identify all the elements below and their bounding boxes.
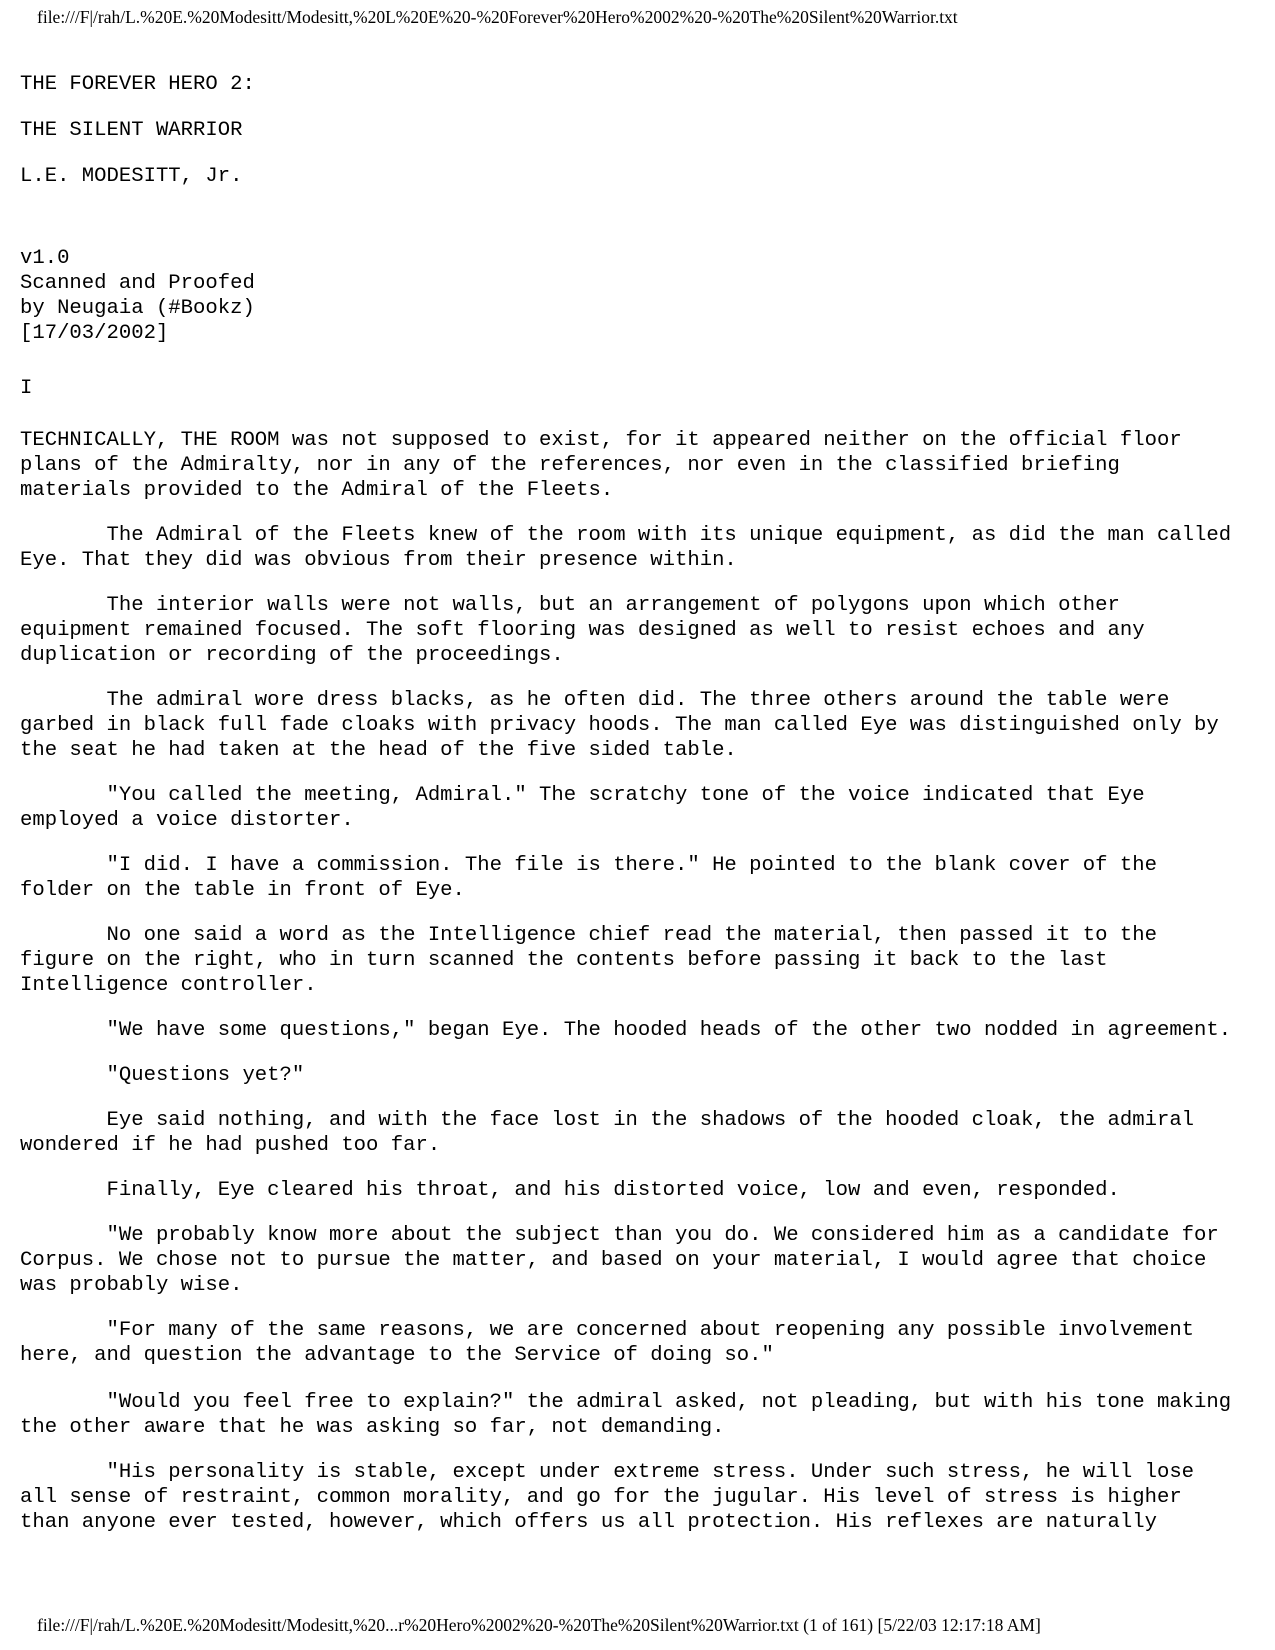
- paragraph-line: employed a voice distorter.: [20, 809, 354, 832]
- scan-version: v1.0: [20, 247, 70, 270]
- paragraph: [20, 1223, 1260, 1298]
- paragraph: [20, 1178, 1260, 1203]
- scan-credit-line-1: Scanned and Proofed: [20, 272, 255, 295]
- paragraph-line: Finally, Eye cleared his throat, and his distorted voice, low and even, responded.: [20, 1179, 1120, 1202]
- paragraph-line: No one said a word as the Intelligence chief read the material, then passed it to the: [20, 924, 1157, 947]
- paragraph-line: TECHNICALLY, THE ROOM was not supposed to exist, for it appeared neither on the official floor: [20, 429, 1182, 452]
- paragraph-line: than anyone ever tested, however, which offers us all protection. His reflexes are naturally: [20, 1511, 1157, 1534]
- paragraph-line: "We have some questions," began Eye. The hooded heads of the other two nodded in agreement.: [20, 1019, 1232, 1042]
- paragraph-line: all sense of restraint, common morality, and go for the jugular. His level of stress is higher: [20, 1486, 1182, 1509]
- paragraph-line: the seat he had taken at the head of the five sided table.: [20, 739, 737, 762]
- paragraph-line: plans of the Admiralty, nor in any of the references, nor even in the classified briefing: [20, 454, 1120, 477]
- paragraph-line: "I did. I have a commission. The file is there." He pointed to the blank cover of the: [20, 854, 1157, 877]
- paragraph-line: the other aware that he was asking so far, not demanding.: [20, 1416, 725, 1439]
- paragraph: [20, 688, 1260, 763]
- paragraph: [20, 853, 1260, 903]
- paragraph-line: "We probably know more about the subject than you do. We considered him as a candidate for: [20, 1224, 1219, 1247]
- author-name: L.E. MODESITT, Jr.: [20, 165, 243, 188]
- paragraph-line: materials provided to the Admiral of the Fleets.: [20, 479, 614, 502]
- paragraph-line: garbed in black full fade cloaks with privacy hoods. The man called Eye was distinguished only by: [20, 714, 1219, 737]
- paragraph-line: "For many of the same reasons, we are concerned about reopening any possible involvement: [20, 1319, 1195, 1342]
- scan-credit-line-2: by Neugaia (#Bookz): [20, 297, 255, 320]
- paragraph: [20, 1018, 1260, 1043]
- paragraph: [20, 1390, 1260, 1440]
- scan-date: [17/03/2002]: [20, 322, 169, 345]
- chapter-number: I: [20, 377, 33, 400]
- page-footer-url: file:///F|/rah/L.%20E.%20Modesitt/Modesitt,%20...r%20Hero%2002%20-%20The%20Silent%20Warrior.txt (1 of 161) [5/22/03 12:17:18 AM]: [37, 1615, 1041, 1635]
- paragraph-line: was probably wise.: [20, 1274, 243, 1297]
- paragraph-line: Eye. That they did was obvious from their presence within.: [20, 549, 737, 572]
- page-header-url: file:///F|/rah/L.%20E.%20Modesitt/Modesitt,%20L%20E%20-%20Forever%20Hero%2002%20-%20The%20Silent%20Warrior.txt: [37, 7, 958, 27]
- document-body: [20, 72, 1260, 1535]
- paragraph-line: Eye said nothing, and with the face lost in the shadows of the hooded cloak, the admiral: [20, 1109, 1195, 1132]
- paragraph-line: "Would you feel free to explain?" the admiral asked, not pleading, but with his tone making: [20, 1391, 1232, 1414]
- paragraph-line: "Questions yet?": [20, 1064, 305, 1087]
- paragraph: [20, 428, 1260, 503]
- paragraph-line: figure on the right, who in turn scanned the contents before passing it back to the last: [20, 949, 1108, 972]
- paragraph-line: duplication or recording of the proceedings.: [20, 644, 564, 667]
- paragraph: [20, 783, 1260, 833]
- paragraph: [20, 523, 1260, 573]
- paragraph: [20, 1318, 1260, 1368]
- paragraph: [20, 923, 1260, 998]
- paragraph-line: Corpus. We chose not to pursue the matter, and based on your material, I would agree that choice: [20, 1249, 1207, 1272]
- paragraph-line: Intelligence controller.: [20, 974, 317, 997]
- paragraph-line: here, and question the advantage to the Service of doing so.": [20, 1344, 774, 1367]
- paragraph: [20, 1108, 1260, 1158]
- paragraph-line: "You called the meeting, Admiral." The scratchy tone of the voice indicated that Eye: [20, 784, 1145, 807]
- paragraph-line: The Admiral of the Fleets knew of the room with its unique equipment, as did the man called: [20, 524, 1232, 547]
- paragraph-line: wondered if he had pushed too far.: [20, 1134, 441, 1157]
- paragraph: [20, 1460, 1260, 1535]
- paragraph: [20, 1063, 1260, 1088]
- paragraph: [20, 593, 1260, 668]
- book-title: THE SILENT WARRIOR: [20, 119, 243, 142]
- series-title: THE FOREVER HERO 2:: [20, 73, 255, 96]
- paragraph-line: The admiral wore dress blacks, as he often did. The three others around the table were: [20, 689, 1170, 712]
- paragraph-line: folder on the table in front of Eye.: [20, 879, 465, 902]
- paragraph-line: The interior walls were not walls, but an arrangement of polygons upon which other: [20, 594, 1120, 617]
- paragraph-line: "His personality is stable, except under extreme stress. Under such stress, he will lose: [20, 1461, 1195, 1484]
- paragraph-line: equipment remained focused. The soft flooring was designed as well to resist echoes and any: [20, 619, 1145, 642]
